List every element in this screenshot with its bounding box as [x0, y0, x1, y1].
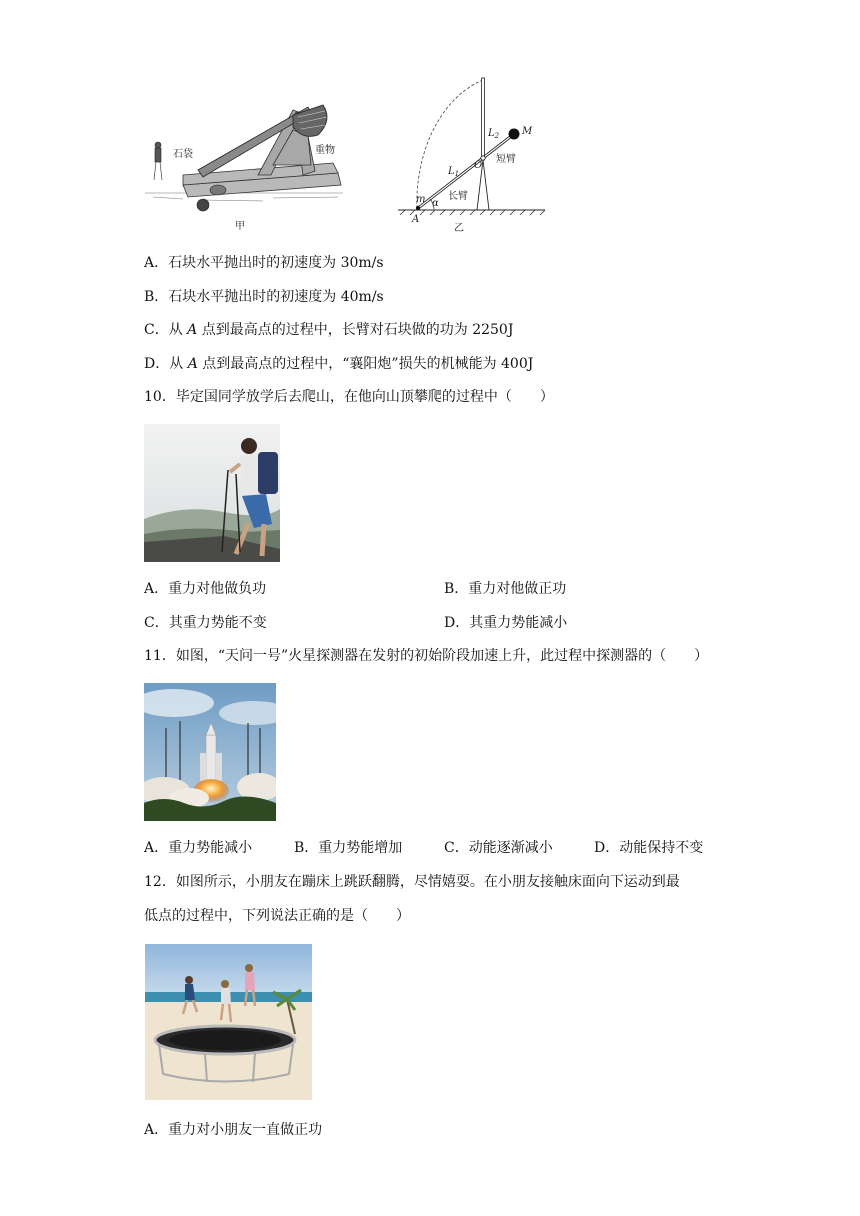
label-L1: $L_1$ — [448, 166, 460, 178]
q11-stem: 11．如图，“天问一号”火星探测器在发射的初始阶段加速上升，此过程中探测器的（ ） — [144, 648, 709, 664]
q10-option-c: C．其重力势能不变 — [144, 615, 267, 631]
q11-option-c: C．动能逐渐减小 — [444, 840, 553, 856]
label-weight: 重物 — [315, 145, 335, 156]
rocket-launch-photo — [144, 683, 276, 821]
catapult-figure-jia — [143, 75, 353, 235]
q12-option-a: A．重力对小朋友一直做正功 — [144, 1122, 323, 1138]
lever-diagram-yi — [390, 72, 550, 237]
q11-option-d: D．动能保持不变 — [594, 840, 704, 856]
hiker-photo — [144, 424, 280, 562]
q10-option-b: B．重力对他做正功 — [444, 581, 567, 597]
q9-option-d: D．从 A 点到最高点的过程中，“襄阳炮”损失的机械能为 400J — [144, 356, 534, 372]
label-m: m — [416, 194, 426, 205]
label-L2: $L_2$ — [488, 128, 500, 140]
q9-option-a: A．石块水平抛出时的初速度为 30m/s — [144, 255, 384, 271]
q11-option-b: B．重力势能增加 — [294, 840, 403, 856]
label-yi: 乙 — [454, 223, 464, 234]
q10-stem: 10．毕定国同学放学后去爬山，在他向山顶攀爬的过程中（ ） — [144, 389, 554, 405]
label-M: M — [522, 126, 533, 137]
q12-stem-line1: 12．如图所示，小朋友在蹦床上跳跃翻腾，尽情嬉耍。在小朋友接触床面向下运动到最 — [144, 874, 680, 890]
label-jia: 甲 — [235, 221, 245, 232]
q10-option-d: D．其重力势能减小 — [444, 615, 568, 631]
label-short-arm: 短臂 — [496, 154, 516, 165]
q9-option-c: C．从 A 点到最高点的过程中，长臂对石块做的功为 2250J — [144, 322, 514, 338]
q10-option-a: A．重力对他做负功 — [144, 581, 267, 597]
q9-option-b: B．石块水平抛出时的初速度为 40m/s — [144, 289, 384, 305]
q12-stem-line2: 低点的过程中，下列说法正确的是（ ） — [144, 908, 410, 924]
label-A: A — [412, 214, 420, 225]
label-alpha: α — [432, 198, 439, 209]
label-O: O — [474, 160, 483, 171]
label-long-arm: 长臂 — [448, 191, 468, 202]
trampoline-photo — [145, 944, 312, 1100]
label-stone-bag: 石袋 — [173, 149, 193, 160]
q11-option-a: A．重力势能减小 — [144, 840, 253, 856]
